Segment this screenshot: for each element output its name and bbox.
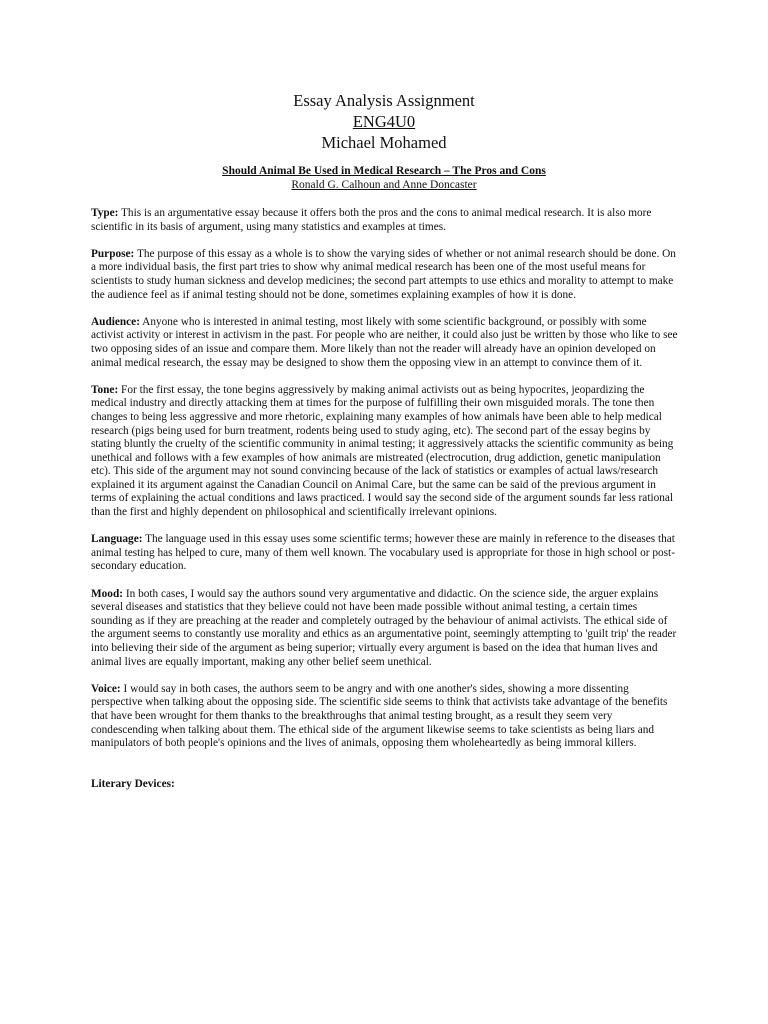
section-label: Tone:: [91, 383, 119, 396]
section-label: Voice:: [91, 682, 121, 695]
section-text: The purpose of this essay as a whole is to show the varying sides of whether or not animal research should be done. On a more individual basis, the first part tries to show why animal medical research has been one of the most useful means for scientists to study human sickness and develop medicines; the second part attempts to use ethics and morality to attempt to make the audience feel as if animal testing should not be done, sometimes explaining examples of how it is done.: [91, 247, 676, 301]
document-header: [0, 90, 768, 153]
section-label: Mood:: [91, 587, 124, 600]
section-text: This is an argumentative essay because it offers both the pros and the cons to animal medical research. It is also more scientific in its basis of argument, using many statistics and examples at times.: [91, 207, 652, 233]
section-type: [91, 207, 681, 234]
section-literary-devices: [91, 778, 681, 792]
section-text: Anyone who is interested in animal testing, most likely with some scientific background, or possibly with some activist activity or interest in activism in the past. For people who are neither, it could also just be written by those who like to see two opposing sides of an issue and compare them. More likely than not the reader will already have an opinion developed on animal medical research, the essay may be designed to show them the opposing view in an attempt to convince them of it.: [91, 315, 678, 369]
course-code: ENG4U0: [352, 112, 416, 131]
section-label: Language:: [91, 533, 143, 546]
assignment-title: Essay Analysis Assignment: [293, 91, 475, 110]
essay-title: Should Animal Be Used in Medical Research – The Pros and Cons: [222, 165, 546, 177]
section-purpose: [91, 248, 681, 302]
section-text: The language used in this essay uses some scientific terms; however these are mainly in reference to the diseases that animal testing has helped to cure, many of them well known. The vocabulary used is appropriate for those in high school or post-secondary education.: [91, 533, 675, 573]
section-text: For the first essay, the tone begins aggressively by making animal activists out as being hypocrites, jeopardizing the medical industry and directly attacking them at times for the purpose of fulfilling their own misguided morals. The tone then changes to being less aggressive and more rhetoric, explaining many examples of how animals have been able to help medical research (pigs being used for burn treatment, rodents being used to study aging, etc). The second part of the essay begins by stating bluntly the cruelty of the scientific community in animal testing; it aggressively attacks the scientific community as being unethical and follows with a few examples of how animals are mistreated (electrocution, drug addiction, genetic manipulation etc). This side of the argument may not sound convincing because of the lack of statistics or examples of actual laws/research explained it its argument against the Canadian Council on Animal Care, but the same can be said of the previous argument in terms of explaining the actual conditions and laws practiced. I would say the second side of the argument sounds far less rational than the first and highly dependent on philosophical and scientifically irrelevant opinions.: [91, 383, 674, 519]
section-label: Audience:: [91, 315, 140, 328]
section-voice: [91, 683, 681, 751]
section-language: [91, 533, 681, 574]
section-label: Type:: [91, 207, 119, 219]
section-text: In both cases, I would say the authors sound very argumentative and didactic. On the science side, the arguer explains several diseases and statistics that they believe could not have been made possible without animal testing, a certain times sounding as if they are preaching at the reader and completely outraged by the behaviour of animal activists. The ethical side of the argument seems to constantly use morality and ethics as an argumentative point, seemingly attempting to 'guilt trip' the reader into believing their side of the argument as being superior; virtually every argument is based on the idea that human lives and animal lives are equally important, making any other belief seem unethical.: [91, 587, 677, 668]
student-name: Michael Mohamed: [321, 133, 447, 152]
essay-authors: Ronald G. Calhoun and Anne Doncaster: [291, 179, 477, 191]
section-mood: [91, 588, 681, 670]
analysis-body: [91, 207, 681, 805]
section-label: Literary Devices:: [91, 777, 175, 790]
section-label: Purpose:: [91, 247, 135, 260]
essay-reference: [0, 164, 768, 192]
section-audience: [91, 316, 681, 370]
section-tone: [91, 384, 681, 520]
section-text: I would say in both cases, the authors seem to be angry and with one another's sides, showing a more dissenting perspective when talking about the opposing side. The scientific side seems to think that activists take advantage of the benefits that have been wrought for them thanks to the breakthroughs that animal testing brought, as a result they seem very condescending when talking about them. The ethical side of the argument likewise seems to take scientists as being liars and manipulators of both people's opinions and the lives of animals, opposing them wholeheartedly as being immoral killers.: [91, 682, 668, 750]
